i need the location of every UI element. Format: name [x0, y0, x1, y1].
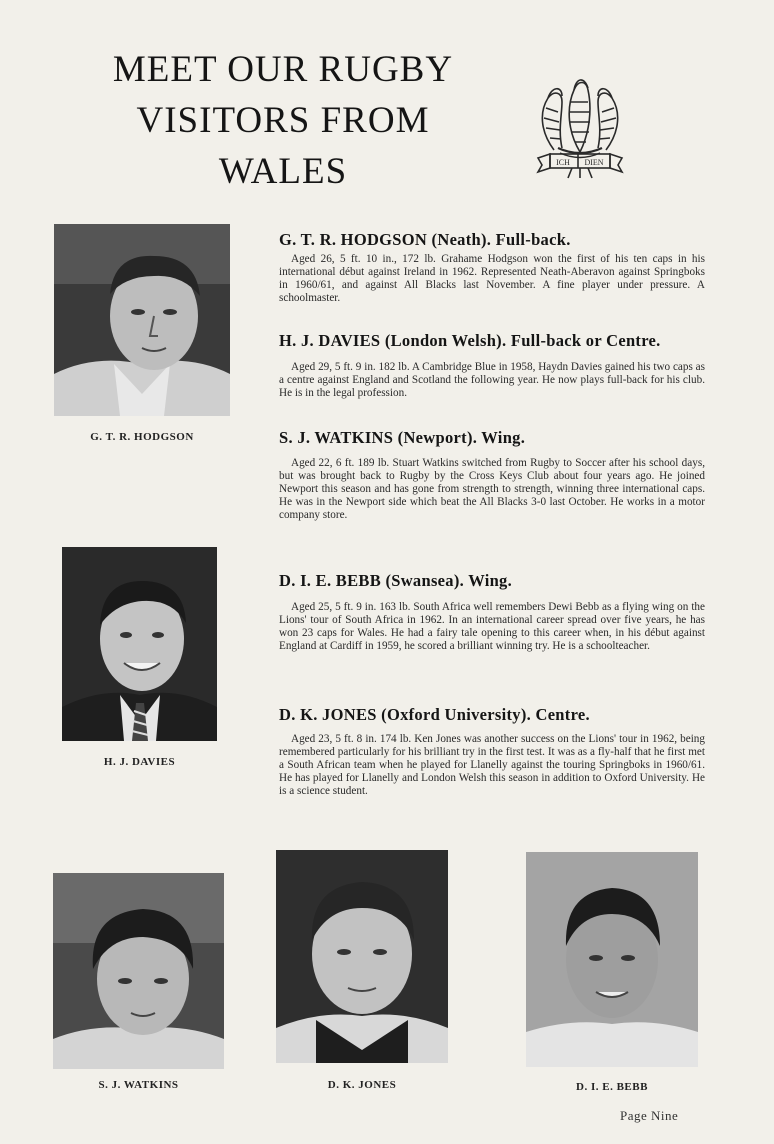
- svg-text:ICH: ICH: [556, 158, 570, 167]
- player-entry-hodgson: [279, 230, 705, 305]
- title-line-3: WALES: [218, 151, 348, 192]
- player-bio: Aged 26, 5 ft. 10 in., 172 lb. Grahame Hodgson won the first of his ten caps in his international début against Ireland in 1962. Represented Neath-Aberavon against Springboks in 1960/61, and against All Blacks last November. A fine player under pressure. A schoolmaster.: [279, 253, 705, 304]
- davies-photo: [62, 547, 217, 741]
- player-heading: H. J. DAVIES (London Welsh). Full-back or Centre.: [279, 331, 661, 350]
- bebb-photo: [526, 852, 698, 1067]
- svg-text:DIEN: DIEN: [584, 158, 604, 167]
- prince-of-wales-feathers-icon: [532, 72, 628, 180]
- page-number: Page Nine: [620, 1108, 679, 1123]
- player-bio: Aged 23, 5 ft. 8 in. 174 lb. Ken Jones was another success on the Lions' tour in 1962, being remembered particularly for his brilliant try in the first test. It was as a fly-half that he first met a South African team when he played for Llanelly against the touring Springboks in 1960/61. He has played for Llanelly and London Welsh this season in addition to Oxford University. He is a science student.: [279, 733, 705, 797]
- player-heading: D. K. JONES (Oxford University). Centre.: [279, 705, 590, 724]
- player-heading: G. T. R. HODGSON (Neath). Full-back.: [279, 230, 571, 249]
- hodgson-photo: [54, 224, 230, 416]
- player-bio: Aged 29, 5 ft. 9 in. 182 lb. A Cambridge Blue in 1958, Haydn Davies gained his two caps as a centre against England and Scotland the following year. He now plays full-back for his club. He is in the legal profession.: [279, 361, 705, 399]
- caption-hodgson: G. T. R. HODGSON: [90, 431, 194, 443]
- player-entry-bebb: [279, 571, 705, 653]
- caption-watkins: S. J. WATKINS: [98, 1079, 179, 1091]
- player-bio: Aged 22, 6 ft. 189 lb. Stuart Watkins switched from Rugby to Soccer after his school days, but was brought back to Rugby by the Cross Keys Club about four years ago. He joined Newport this season and has gone from strength to strength, winning three international caps. He was in the Newport side which beat the All Blacks 3-0 last October. He works in a motor company store.: [279, 457, 705, 521]
- player-entry-davies: [279, 331, 705, 400]
- player-entry-jones: [279, 705, 705, 798]
- caption-davies: H. J. DAVIES: [103, 756, 176, 768]
- jones-photo: [276, 850, 448, 1063]
- player-entry-watkins: [279, 428, 705, 522]
- title-line-2: VISITORS FROM: [136, 100, 430, 141]
- watkins-photo: [53, 873, 224, 1069]
- page-title: [88, 44, 478, 197]
- caption-jones: D. K. JONES: [327, 1079, 397, 1091]
- title-line-1: MEET OUR RUGBY: [112, 49, 454, 90]
- player-bio: Aged 25, 5 ft. 9 in. 163 lb. South Africa well remembers Dewi Bebb as a flying wing on the Lions' tour of South Africa in 1962. In an international career spread over five years, he has won 23 caps for Wales. He had a fairy tale opening to this career when, in his début against England at Cardiff in 1959, he scored a brilliant winning try. He is a schoolteacher.: [279, 601, 705, 652]
- caption-bebb: D. I. E. BEBB: [576, 1081, 648, 1093]
- player-heading: D. I. E. BEBB (Swansea). Wing.: [279, 571, 513, 590]
- player-heading: S. J. WATKINS (Newport). Wing.: [279, 428, 526, 447]
